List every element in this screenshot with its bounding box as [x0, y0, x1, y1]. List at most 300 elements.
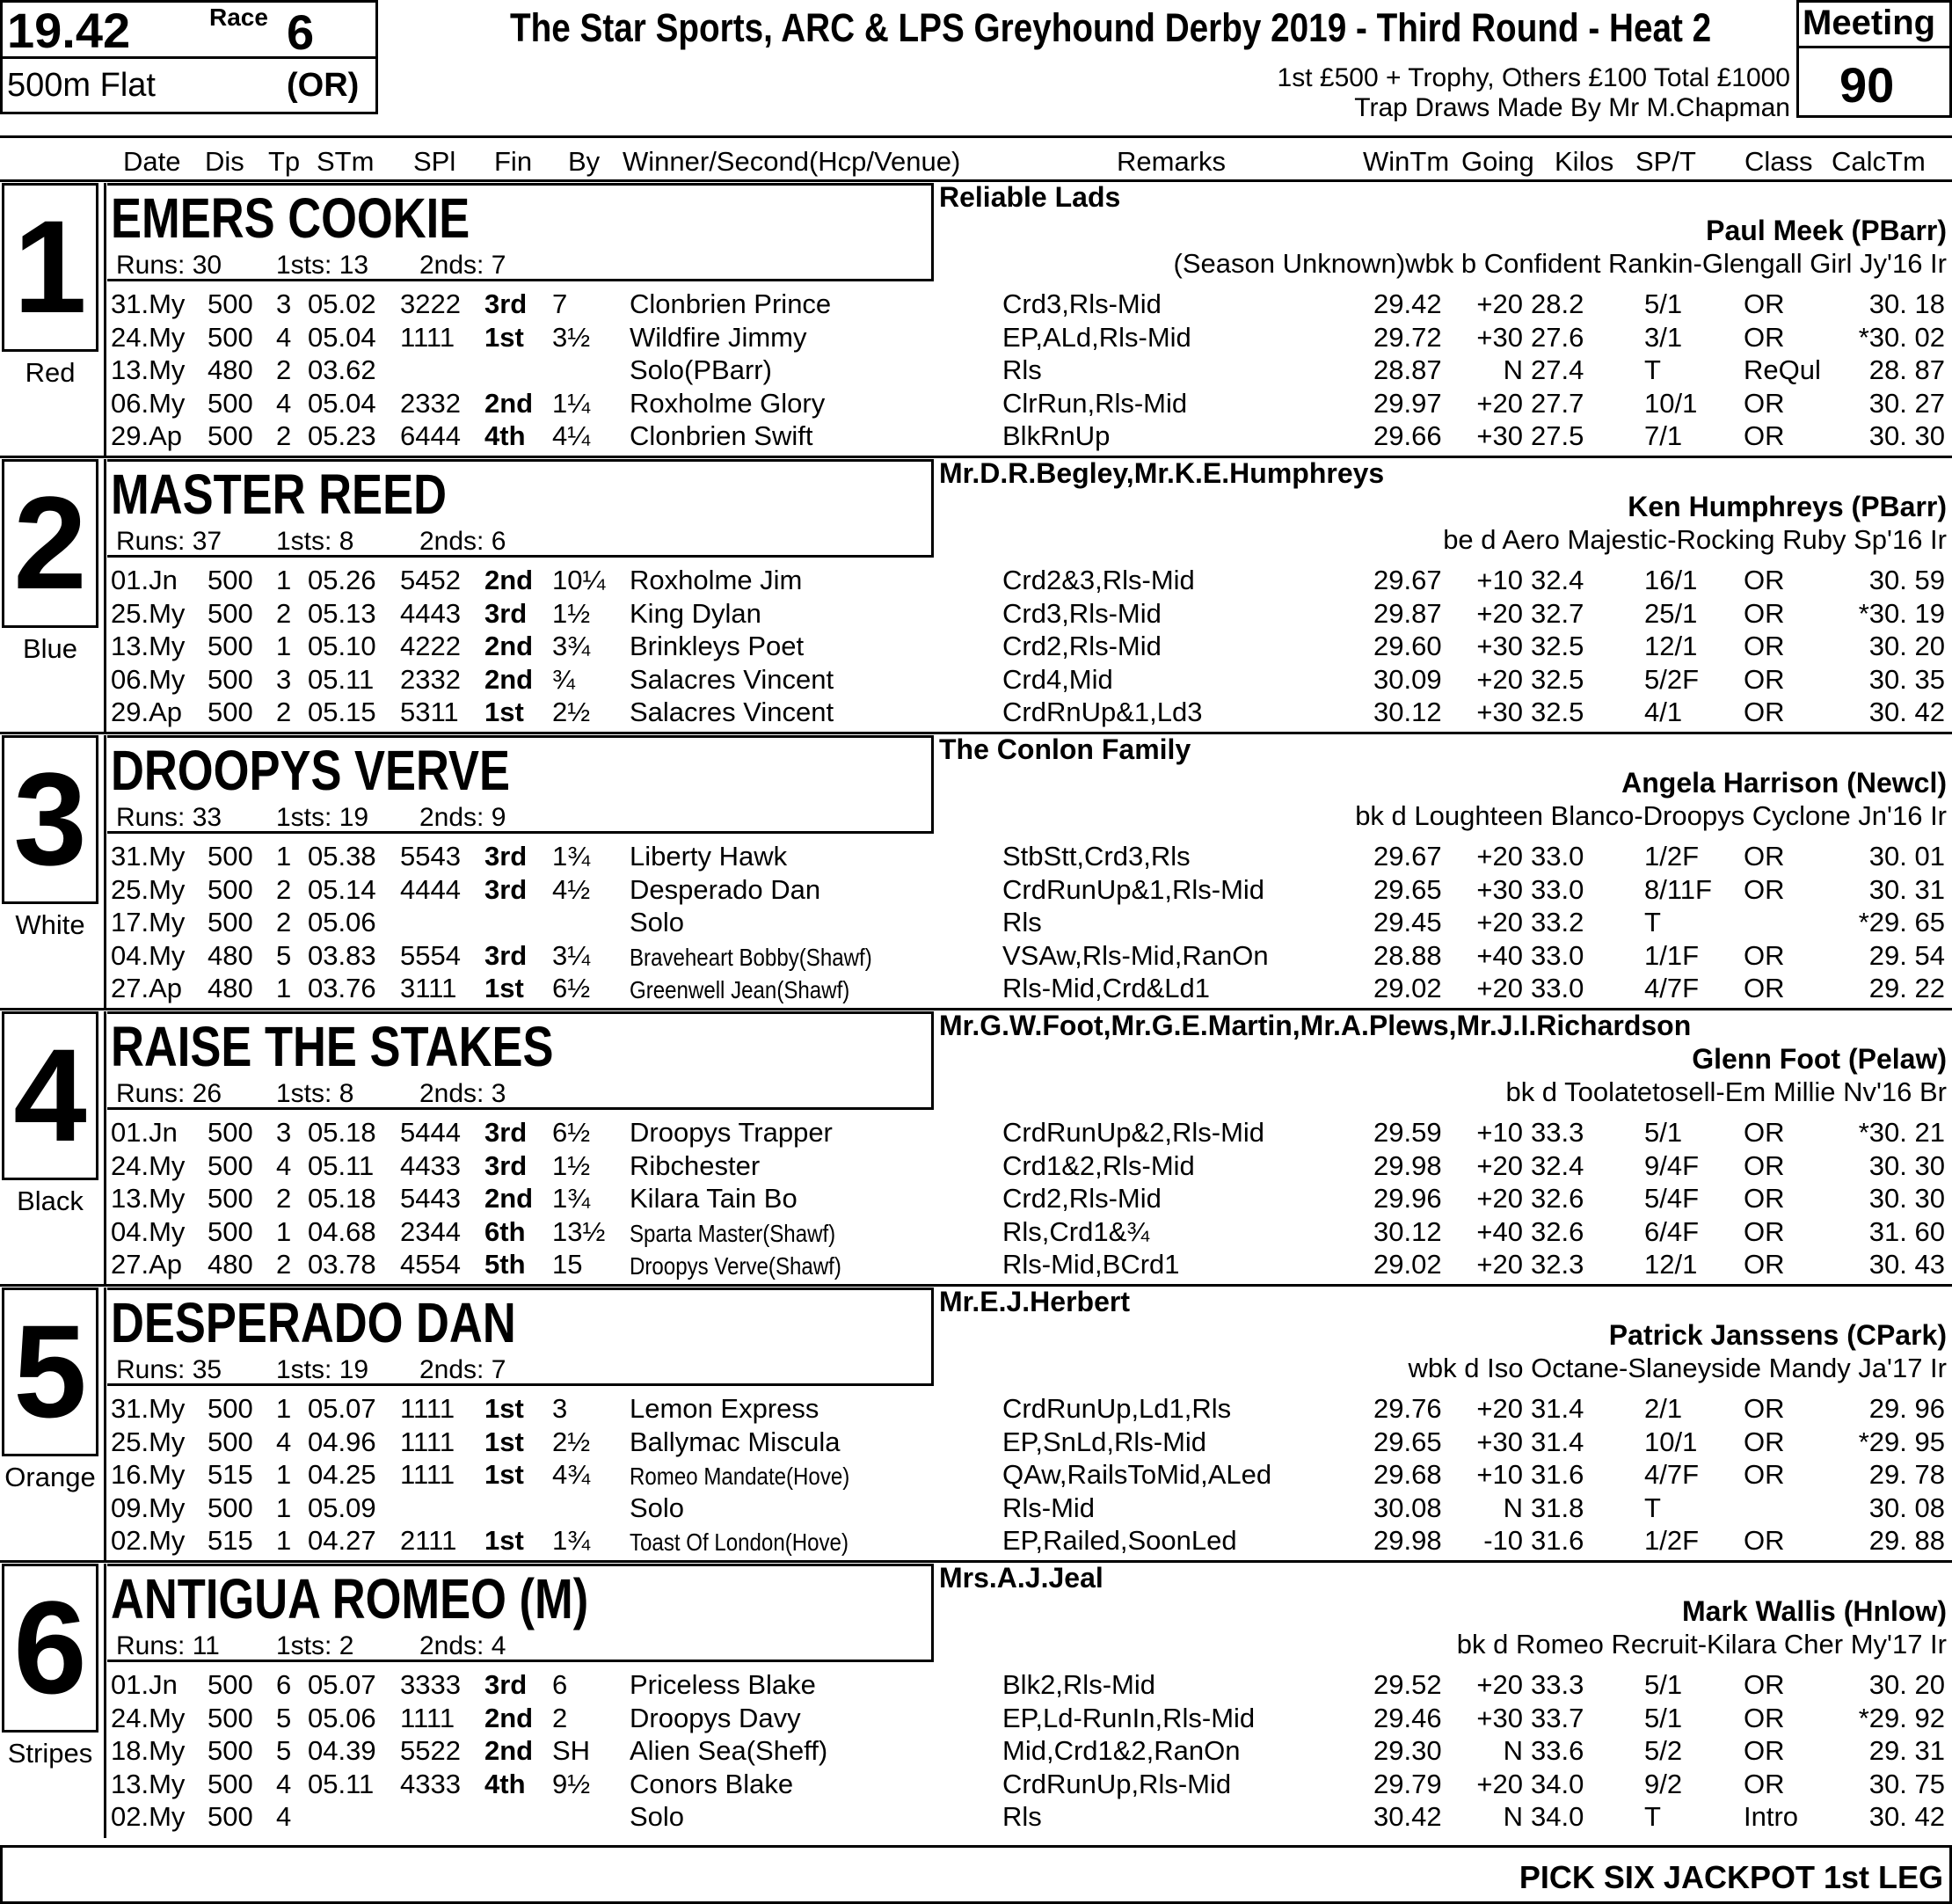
form-dis: 480 [208, 939, 253, 971]
form-calc: 30. 30 [1868, 1183, 1945, 1215]
runner-block [0, 457, 1952, 733]
form-sp: 5/1 [1644, 1669, 1683, 1700]
form-by: 1¾ [552, 1525, 591, 1557]
form-dis: 500 [208, 1393, 253, 1424]
form-stm: 05.23 [308, 420, 376, 452]
form-sp: 4/7F [1644, 973, 1700, 1004]
form-by: 1¼ [552, 387, 591, 419]
form-winner: Clonbrien Prince [630, 288, 832, 319]
form-by: 6 [552, 1669, 568, 1700]
form-fin: 2nd [484, 387, 534, 419]
form-remarks: EP,Ld-RunIn,Rls-Mid [1002, 1702, 1256, 1733]
runner-block [0, 1010, 1952, 1286]
form-calc: 29. 88 [1868, 1525, 1945, 1557]
form-remarks: BlkRnUp [1002, 420, 1111, 452]
col-date: Date [123, 146, 181, 177]
col-class: Class [1744, 146, 1813, 177]
col-kilos: Kilos [1555, 146, 1614, 177]
form-calc: 30. 30 [1868, 1149, 1945, 1181]
form-spl: 4433 [400, 1149, 461, 1181]
form-stm: 03.83 [308, 939, 376, 971]
form-row [0, 353, 1952, 385]
form-row [0, 1491, 1952, 1523]
dog-name-box [107, 1564, 934, 1662]
form-dis: 500 [208, 321, 253, 353]
form-cls: OR [1744, 631, 1785, 662]
form-dis: 500 [208, 841, 253, 872]
form-sp: 4/7F [1644, 1459, 1700, 1491]
form-remarks: Rls,Crd1&¾ [1002, 1215, 1150, 1247]
race-grade: (OR) [287, 67, 360, 104]
form-spl: 3222 [400, 288, 461, 319]
form-stm: 05.04 [308, 321, 376, 353]
form-going: +20 [1476, 1149, 1523, 1181]
form-sp: 12/1 [1644, 631, 1698, 662]
form-sp: 5/1 [1644, 1702, 1683, 1733]
form-spl: 2344 [400, 1215, 461, 1247]
form-row [0, 938, 1952, 971]
form-sp: 9/4F [1644, 1149, 1700, 1181]
form-spl: 5311 [400, 697, 459, 728]
race-distance: 500m Flat [7, 67, 156, 104]
form-dis: 500 [208, 288, 253, 319]
form-by: 15 [552, 1249, 583, 1280]
runs-count: Runs: 37 [116, 527, 222, 556]
firsts-count: 1sts: 13 [276, 251, 369, 280]
form-tp: 1 [276, 1525, 292, 1557]
form-date: 13.My [111, 1768, 186, 1799]
form-stm: 05.18 [308, 1183, 376, 1215]
form-going: +30 [1476, 1426, 1523, 1457]
col-by: By [568, 146, 601, 177]
form-spl: 5543 [400, 841, 461, 872]
form-cls: OR [1744, 1669, 1785, 1700]
form-wintm: 29.72 [1373, 321, 1442, 353]
form-cls: OR [1744, 1117, 1785, 1148]
form-dis: 500 [208, 1215, 253, 1247]
form-remarks: EP,SnLd,Rls-Mid [1002, 1426, 1207, 1457]
form-remarks: QAw,RailsToMid,ALed [1002, 1459, 1272, 1491]
form-tp: 2 [276, 697, 292, 728]
form-remarks: Crd2,Rls-Mid [1002, 631, 1162, 662]
form-calc: 30. 42 [1868, 1801, 1945, 1833]
form-winner: Droopys Davy [630, 1702, 801, 1733]
form-row [0, 971, 1952, 1003]
runs-count: Runs: 26 [116, 1079, 222, 1108]
form-row [0, 419, 1952, 451]
form-calc: *29. 65 [1858, 907, 1945, 938]
form-fin: 1st [484, 321, 524, 353]
form-tp: 1 [276, 841, 292, 872]
form-fin: 3rd [484, 841, 528, 872]
form-remarks: CrdRunUp,Rls-Mid [1002, 1768, 1232, 1799]
form-stm: 04.27 [308, 1525, 376, 1557]
form-going: +40 [1476, 1215, 1523, 1247]
col-spt: SP/T [1635, 146, 1696, 177]
form-by: SH [552, 1735, 591, 1767]
form-fin: 5th [484, 1249, 526, 1280]
form-going: +10 [1476, 1459, 1523, 1491]
trap-draw-note: Trap Draws Made By Mr M.Chapman [1354, 93, 1790, 122]
form-date: 25.My [111, 597, 186, 629]
form-spl: 4444 [400, 873, 461, 905]
form-spl: 2332 [400, 663, 461, 695]
form-dis: 515 [208, 1459, 253, 1491]
form-winner: Priceless Blake [630, 1669, 816, 1700]
form-cls: OR [1744, 939, 1785, 971]
form-kilos: 32.4 [1531, 565, 1584, 595]
owner: Mrs.A.J.Jeal [939, 1562, 1103, 1594]
trap-number: 5 [13, 1297, 87, 1445]
form-date: 13.My [111, 354, 186, 386]
col-going: Going [1461, 146, 1534, 177]
form-tp: 2 [276, 873, 292, 905]
form-cls: OR [1744, 1215, 1785, 1247]
form-date: 31.My [111, 288, 186, 319]
form-going: +10 [1476, 565, 1523, 595]
form-by: 1½ [552, 1149, 591, 1181]
form-by: 9½ [552, 1768, 591, 1799]
form-by: 4¼ [552, 420, 591, 452]
breeding: bk d Romeo Recruit-Kilara Cher My'17 Ir [1456, 1629, 1947, 1660]
form-kilos: 32.6 [1531, 1215, 1584, 1247]
form-dis: 500 [208, 565, 253, 595]
form-fin: 1st [484, 1426, 524, 1457]
form-going: +20 [1476, 841, 1523, 872]
trainer: Paul Meek (PBarr) [1706, 215, 1947, 246]
form-sp: 8/11F [1644, 873, 1712, 905]
form-tp: 1 [276, 1492, 292, 1523]
form-date: 01.Jn [111, 1117, 178, 1148]
breeding: (Season Unknown)wbk b Confident Rankin-Glengall Girl Jy'16 Ir [1173, 248, 1947, 279]
form-tp: 4 [276, 1801, 292, 1833]
form-calc: 30. 43 [1868, 1249, 1945, 1280]
form-fin: 3rd [484, 288, 528, 319]
form-sp: 2/1 [1644, 1393, 1683, 1424]
form-tp: 2 [276, 1183, 292, 1215]
form-tp: 4 [276, 321, 292, 353]
form-winner: Conors Blake [630, 1768, 794, 1799]
form-dis: 500 [208, 387, 253, 419]
form-stm: 05.11 [308, 1768, 375, 1799]
form-dis: 500 [208, 1183, 253, 1215]
form-row [0, 596, 1952, 629]
form-wintm: 29.97 [1373, 387, 1442, 419]
form-row [0, 1457, 1952, 1490]
form-tp: 2 [276, 354, 292, 386]
form-sp: T [1644, 1801, 1661, 1833]
form-remarks: CrdRunUp&1,Rls-Mid [1002, 873, 1265, 905]
form-calc: 31. 60 [1868, 1215, 1945, 1247]
form-cls: OR [1744, 597, 1785, 629]
form-wintm: 29.68 [1373, 1459, 1442, 1491]
form-calc: 30. 01 [1868, 841, 1945, 872]
form-tp: 3 [276, 1117, 292, 1148]
form-fin: 6th [484, 1215, 526, 1247]
form-spl: 3333 [400, 1669, 461, 1700]
form-wintm: 29.66 [1373, 420, 1442, 452]
runs-count: Runs: 33 [116, 803, 222, 832]
form-sp: 25/1 [1644, 597, 1698, 629]
dog-name: DESPERADO DAN [111, 1291, 516, 1354]
owner: Mr.D.R.Begley,Mr.K.E.Humphreys [939, 457, 1385, 489]
form-fin: 3rd [484, 1149, 528, 1181]
form-fin: 4th [484, 1768, 526, 1799]
form-kilos: 33.6 [1531, 1735, 1584, 1767]
form-tp: 3 [276, 663, 292, 695]
form-winner: Solo [630, 1492, 685, 1523]
form-stm: 04.96 [308, 1426, 376, 1457]
form-winner: Roxholme Glory [630, 387, 826, 419]
form-calc: 30. 75 [1868, 1768, 1945, 1799]
form-sp: T [1644, 907, 1661, 938]
form-kilos: 32.5 [1531, 663, 1584, 695]
trap-colour: Orange [4, 1462, 96, 1492]
form-dis: 480 [208, 1249, 253, 1280]
form-going: -10 [1483, 1525, 1523, 1557]
form-dis: 500 [208, 420, 253, 452]
form-remarks: Rls [1002, 1801, 1042, 1833]
form-going: +30 [1476, 1702, 1523, 1733]
form-winner: Alien Sea(Sheff) [630, 1735, 828, 1767]
form-by: 1¾ [552, 841, 591, 872]
race-number: 6 [287, 4, 315, 60]
form-spl: 3111 [400, 973, 457, 1004]
form-kilos: 27.4 [1531, 354, 1584, 386]
form-cls: OR [1744, 1149, 1785, 1181]
form-by: 4½ [552, 873, 591, 905]
form-date: 02.My [111, 1801, 186, 1833]
form-cls: ReQul [1744, 354, 1821, 386]
form-tp: 5 [276, 1735, 292, 1767]
form-going: +30 [1476, 631, 1523, 662]
form-tp: 5 [276, 1702, 292, 1733]
runner-block [0, 733, 1952, 1010]
form-by: 13½ [552, 1215, 606, 1247]
form-going: +20 [1476, 288, 1523, 319]
form-dis: 500 [208, 631, 253, 662]
breeding: wbk d Iso Octane-Slaneyside Mandy Ja'17 Ir [1408, 1353, 1947, 1383]
form-dis: 500 [208, 1117, 253, 1148]
col-tp: Tp [268, 146, 301, 177]
form-by: 10¼ [552, 565, 606, 595]
form-going: +20 [1476, 907, 1523, 938]
runs-count: Runs: 30 [116, 251, 222, 280]
form-cls: OR [1744, 1525, 1785, 1557]
dog-name: ANTIGUA ROMEO (M) [111, 1567, 589, 1630]
form-spl: 1111 [400, 1459, 455, 1491]
form-tp: 4 [276, 387, 292, 419]
form-wintm: 29.79 [1373, 1768, 1442, 1799]
form-kilos: 31.8 [1531, 1492, 1584, 1523]
form-spl: 4333 [400, 1768, 461, 1799]
prize-money: 1st £500 + Trophy, Others £100 Total £1000 [1277, 63, 1790, 92]
form-date: 24.My [111, 1149, 186, 1181]
form-remarks: Crd4,Mid [1002, 663, 1113, 695]
form-stm: 05.18 [308, 1117, 376, 1148]
form-wintm: 29.96 [1373, 1183, 1442, 1215]
form-by: 3 [552, 1393, 568, 1424]
form-calc: *30. 21 [1858, 1117, 1945, 1148]
runs-count: Runs: 11 [116, 1631, 220, 1660]
form-going: +30 [1476, 697, 1523, 728]
form-date: 27.Ap [111, 1249, 183, 1280]
form-stm: 04.25 [308, 1459, 376, 1491]
breeding: bk d Toolatetosell-Em Millie Nv'16 Br [1505, 1076, 1947, 1107]
seconds-count: 2nds: 9 [419, 803, 506, 832]
form-sp: 12/1 [1644, 1249, 1698, 1280]
dog-name: RAISE THE STAKES [111, 1015, 554, 1078]
form-kilos: 31.6 [1531, 1459, 1584, 1491]
trainer: Ken Humphreys (PBarr) [1628, 491, 1947, 522]
dog-name: DROOPYS VERVE [111, 739, 510, 802]
form-dis: 500 [208, 1669, 253, 1700]
dog-name-box [107, 459, 934, 558]
form-cls: OR [1744, 663, 1785, 695]
form-remarks: ClrRun,Rls-Mid [1002, 387, 1188, 419]
form-going: +20 [1476, 1249, 1523, 1280]
form-going: +30 [1476, 420, 1523, 452]
form-date: 24.My [111, 1702, 186, 1733]
form-tp: 6 [276, 1669, 292, 1700]
form-calc: 30. 18 [1868, 288, 1945, 319]
form-kilos: 32.5 [1531, 631, 1584, 662]
form-wintm: 30.12 [1373, 1215, 1442, 1247]
form-wintm: 29.45 [1373, 907, 1442, 938]
meeting-label: Meeting [1803, 4, 1936, 42]
form-calc: *30. 19 [1858, 597, 1945, 629]
firsts-count: 1sts: 8 [276, 527, 354, 556]
form-kilos: 32.3 [1531, 1249, 1584, 1280]
form-calc: 30. 59 [1868, 565, 1945, 595]
form-winner: Salacres Vincent [630, 663, 834, 695]
form-winner: Braveheart Bobby(Shawf) [630, 943, 872, 971]
form-sp: T [1644, 354, 1661, 386]
form-wintm: 29.67 [1373, 565, 1442, 595]
form-remarks: CrdRnUp&1,Ld3 [1002, 697, 1203, 728]
race-time: 19.42 [7, 3, 131, 58]
trap-number: 2 [13, 469, 87, 616]
form-sp: 1/1F [1644, 939, 1700, 971]
form-fin: 3rd [484, 873, 528, 905]
form-sp: 10/1 [1644, 387, 1698, 419]
form-calc: 29. 96 [1868, 1393, 1945, 1424]
form-fin: 2nd [484, 1183, 534, 1215]
form-by: 6½ [552, 973, 591, 1004]
form-winner: Lemon Express [630, 1393, 819, 1424]
form-kilos: 31.6 [1531, 1525, 1584, 1557]
form-stm: 05.11 [308, 1149, 375, 1181]
firsts-count: 1sts: 19 [276, 1355, 369, 1384]
owner: Mr.G.W.Foot,Mr.G.E.Martin,Mr.A.Plews,Mr.J.I.Richardson [939, 1010, 1692, 1041]
form-winner: Desperado Dan [630, 873, 821, 905]
col-spl: SPl [413, 146, 456, 177]
form-sp: 7/1 [1644, 420, 1683, 452]
form-winner: Wildfire Jimmy [630, 321, 807, 353]
form-cls: OR [1744, 1702, 1785, 1733]
form-cls: OR [1744, 565, 1785, 595]
form-winner: Liberty Hawk [630, 841, 788, 872]
form-date: 04.My [111, 1215, 186, 1247]
form-going: +20 [1476, 973, 1523, 1004]
form-spl: 6444 [400, 420, 461, 452]
form-row [0, 629, 1952, 661]
form-kilos: 33.3 [1531, 1669, 1584, 1700]
form-wintm: 29.60 [1373, 631, 1442, 662]
form-row [0, 1425, 1952, 1457]
form-fin: 1st [484, 1459, 524, 1491]
form-sp: 1/2F [1644, 841, 1700, 872]
form-row [0, 695, 1952, 727]
race-title: The Star Sports, ARC & LPS Greyhound Derby 2019 - Third Round - Heat 2 [510, 5, 1712, 50]
form-date: 17.My [111, 907, 186, 938]
form-winner: Ballymac Miscula [630, 1426, 841, 1457]
runner-block [0, 1286, 1952, 1562]
form-winner: Romeo Mandate(Hove) [630, 1463, 850, 1491]
form-sp: 5/2F [1644, 663, 1700, 695]
form-cls: OR [1744, 288, 1785, 319]
form-by: ¾ [552, 663, 575, 695]
form-spl: 5443 [400, 1183, 461, 1215]
trainer: Glenn Foot (Pelaw) [1692, 1043, 1947, 1075]
form-dis: 500 [208, 1492, 253, 1523]
form-cls: OR [1744, 387, 1785, 419]
form-sp: T [1644, 1492, 1661, 1523]
form-remarks: Crd3,Rls-Mid [1002, 288, 1162, 319]
form-sp: 10/1 [1644, 1426, 1698, 1457]
form-row [0, 1767, 1952, 1799]
form-calc: 29. 78 [1868, 1459, 1945, 1491]
dog-name-box [107, 1288, 934, 1386]
form-winner: Kilara Tain Bo [630, 1183, 798, 1215]
form-stm: 05.06 [308, 907, 376, 938]
form-spl: 1111 [400, 1393, 455, 1424]
form-fin: 2nd [484, 663, 534, 695]
form-winner: Solo [630, 1801, 685, 1833]
form-remarks: CrdRunUp,Ld1,Rls [1002, 1393, 1232, 1424]
form-stm: 05.07 [308, 1669, 376, 1700]
form-going: +20 [1476, 387, 1523, 419]
form-calc: 30. 27 [1868, 387, 1945, 419]
form-kilos: 28.2 [1531, 288, 1584, 319]
form-tp: 2 [276, 1249, 292, 1280]
firsts-count: 1sts: 8 [276, 1079, 354, 1108]
dog-name-box [107, 735, 934, 834]
form-kilos: 27.7 [1531, 387, 1584, 419]
form-cls: OR [1744, 1459, 1785, 1491]
form-going: +20 [1476, 1669, 1523, 1700]
form-stm: 05.11 [308, 663, 375, 695]
dog-name: MASTER REED [111, 463, 447, 526]
form-row [0, 1215, 1952, 1247]
form-tp: 3 [276, 288, 292, 319]
form-calc: 30. 20 [1868, 631, 1945, 662]
form-row [0, 1149, 1952, 1181]
form-row [0, 1733, 1952, 1766]
form-row [0, 1181, 1952, 1214]
form-remarks: Crd3,Rls-Mid [1002, 597, 1162, 629]
form-calc: 30. 08 [1868, 1492, 1945, 1523]
form-tp: 2 [276, 420, 292, 452]
form-kilos: 31.4 [1531, 1426, 1584, 1457]
trap-number: 6 [13, 1573, 87, 1721]
form-row [0, 287, 1952, 319]
form-row [0, 905, 1952, 937]
owner: The Conlon Family [939, 733, 1191, 765]
form-spl: 4222 [400, 631, 461, 662]
form-dis: 500 [208, 907, 253, 938]
form-date: 18.My [111, 1735, 186, 1767]
